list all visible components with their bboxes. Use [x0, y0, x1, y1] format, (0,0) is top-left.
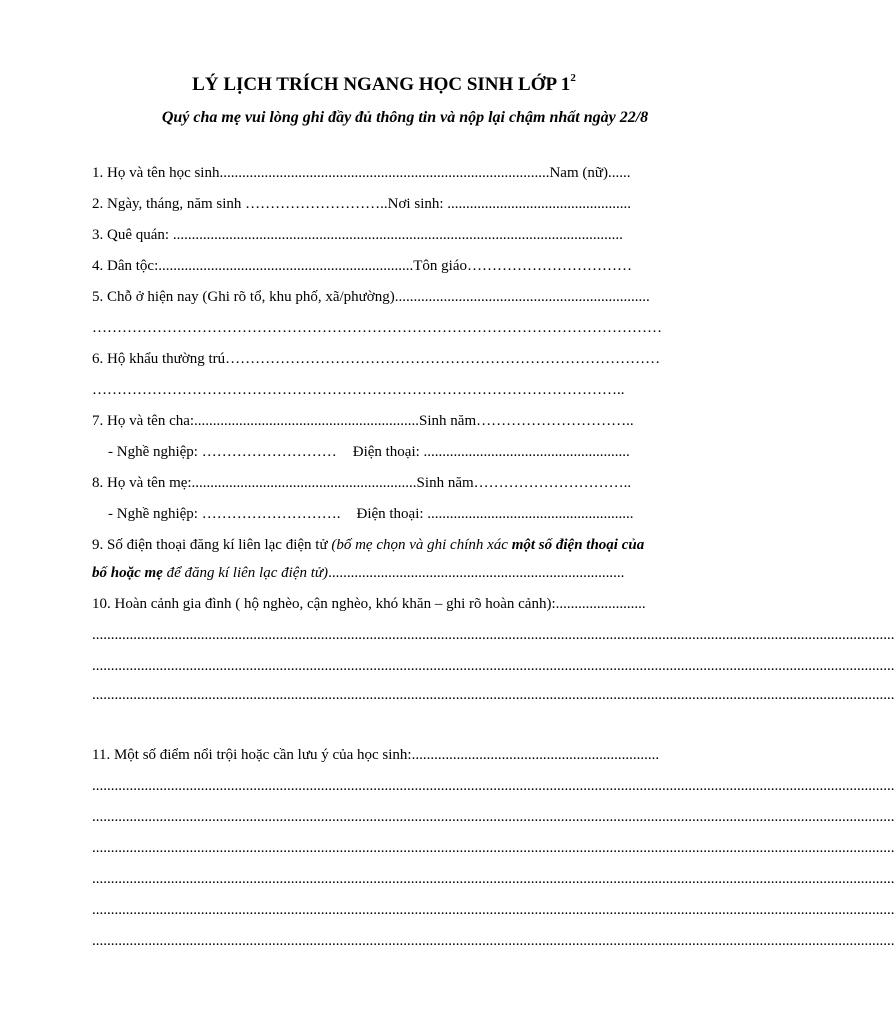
contact-phone-dots: ............................................................................... [328, 565, 625, 581]
mother-job: - Nghề nghiệp: ………………………. [108, 506, 341, 522]
dotted-line[interactable]: ...................................................................................................................................................................................................................... [92, 687, 895, 703]
dotted-line[interactable]: ...................................................................................................................................................................................................................... [92, 658, 895, 674]
mother-phone: Điện thoại: ....................................................... [356, 506, 634, 522]
field-hometown[interactable]: 3. Quê quán: ........................................................................................................................ [92, 227, 623, 243]
document-subtitle: Quý cha mẹ vui lòng ghi đầy đủ thông tin và nộp lại chậm nhất ngày 22/8 [161, 109, 649, 126]
dotted-line[interactable]: ...................................................................................................................................................................................................................... [92, 871, 895, 887]
field-birth-info[interactable]: 2. Ngày, tháng, năm sinh ………………………..Nơi sinh: ................................................. [92, 196, 632, 212]
contact-phone-label: 9. Số điện thoại đăng kí liên lạc điện tử [92, 537, 332, 553]
dotted-line[interactable]: ...................................................................................................................................................................................................................... [92, 902, 895, 918]
title-superscript: 2 [570, 72, 576, 84]
field-current-address-continued[interactable]: …………………………………………………………………………………………………… [92, 320, 662, 336]
field-mother-name[interactable]: 8. Họ và tên mẹ:............................................................Sinh năm………………………….. [92, 475, 632, 491]
contact-phone-note-bold: một số điện thoại của [511, 537, 645, 553]
field-contact-phone[interactable] [92, 535, 732, 555]
document-title: LÝ LỊCH TRÍCH NGANG HỌC SINH LỚP $1^2$ [192, 72, 576, 95]
contact-phone-note-bold-2: bố hoặc mẹ [92, 565, 163, 581]
dotted-line[interactable]: ...................................................................................................................................................................................................................... [92, 627, 895, 643]
field-contact-phone-continued[interactable] [92, 563, 732, 583]
field-current-address[interactable]: 5. Chỗ ở hiện nay (Ghi rõ tổ, khu phố, xã/phường).................................................................... [92, 289, 650, 305]
father-job: - Nghề nghiệp: ……………………… [108, 444, 337, 460]
field-father-job-phone[interactable] [92, 442, 732, 462]
contact-phone-note-2: để đăng kí liên lạc điện tử) [162, 565, 329, 581]
dotted-line[interactable]: ...................................................................................................................................................................................................................... [92, 809, 895, 825]
field-mother-job-phone[interactable] [92, 504, 732, 524]
field-father-name[interactable]: 7. Họ và tên cha:............................................................Sinh năm………………………….. [92, 413, 634, 429]
field-ethnicity-religion[interactable]: 4. Dân tộc:....................................................................Tôn giáo…………………………… [92, 258, 632, 274]
field-permanent-residence-continued[interactable]: …………………………………………………………………………………………….. [92, 382, 625, 398]
field-student-name[interactable]: 1. Họ và tên học sinh........................................................................................Nam (nữ)...... [92, 165, 631, 181]
dotted-line[interactable]: ...................................................................................................................................................................................................................... [92, 840, 895, 856]
field-notable-points[interactable]: 11. Một số điểm nổi trội hoặc cần lưu ý của học sinh:.................................................................. [92, 747, 660, 763]
contact-phone-note: (bố mẹ chọn và ghi chính xác [331, 537, 512, 553]
field-permanent-residence[interactable]: 6. Hộ khẩu thường trú…………………………………………………………………………… [92, 351, 661, 367]
dotted-line[interactable]: ...................................................................................................................................................................................................................... [92, 933, 895, 949]
father-phone: Điện thoại: ....................................................... [352, 444, 630, 460]
field-family-circumstances[interactable]: 10. Hoàn cảnh gia đình ( hộ nghèo, cận nghèo, khó khăn – ghi rõ hoàn cảnh):........................ [92, 596, 646, 612]
dotted-line[interactable]: ...................................................................................................................................................................................................................... [92, 778, 895, 794]
